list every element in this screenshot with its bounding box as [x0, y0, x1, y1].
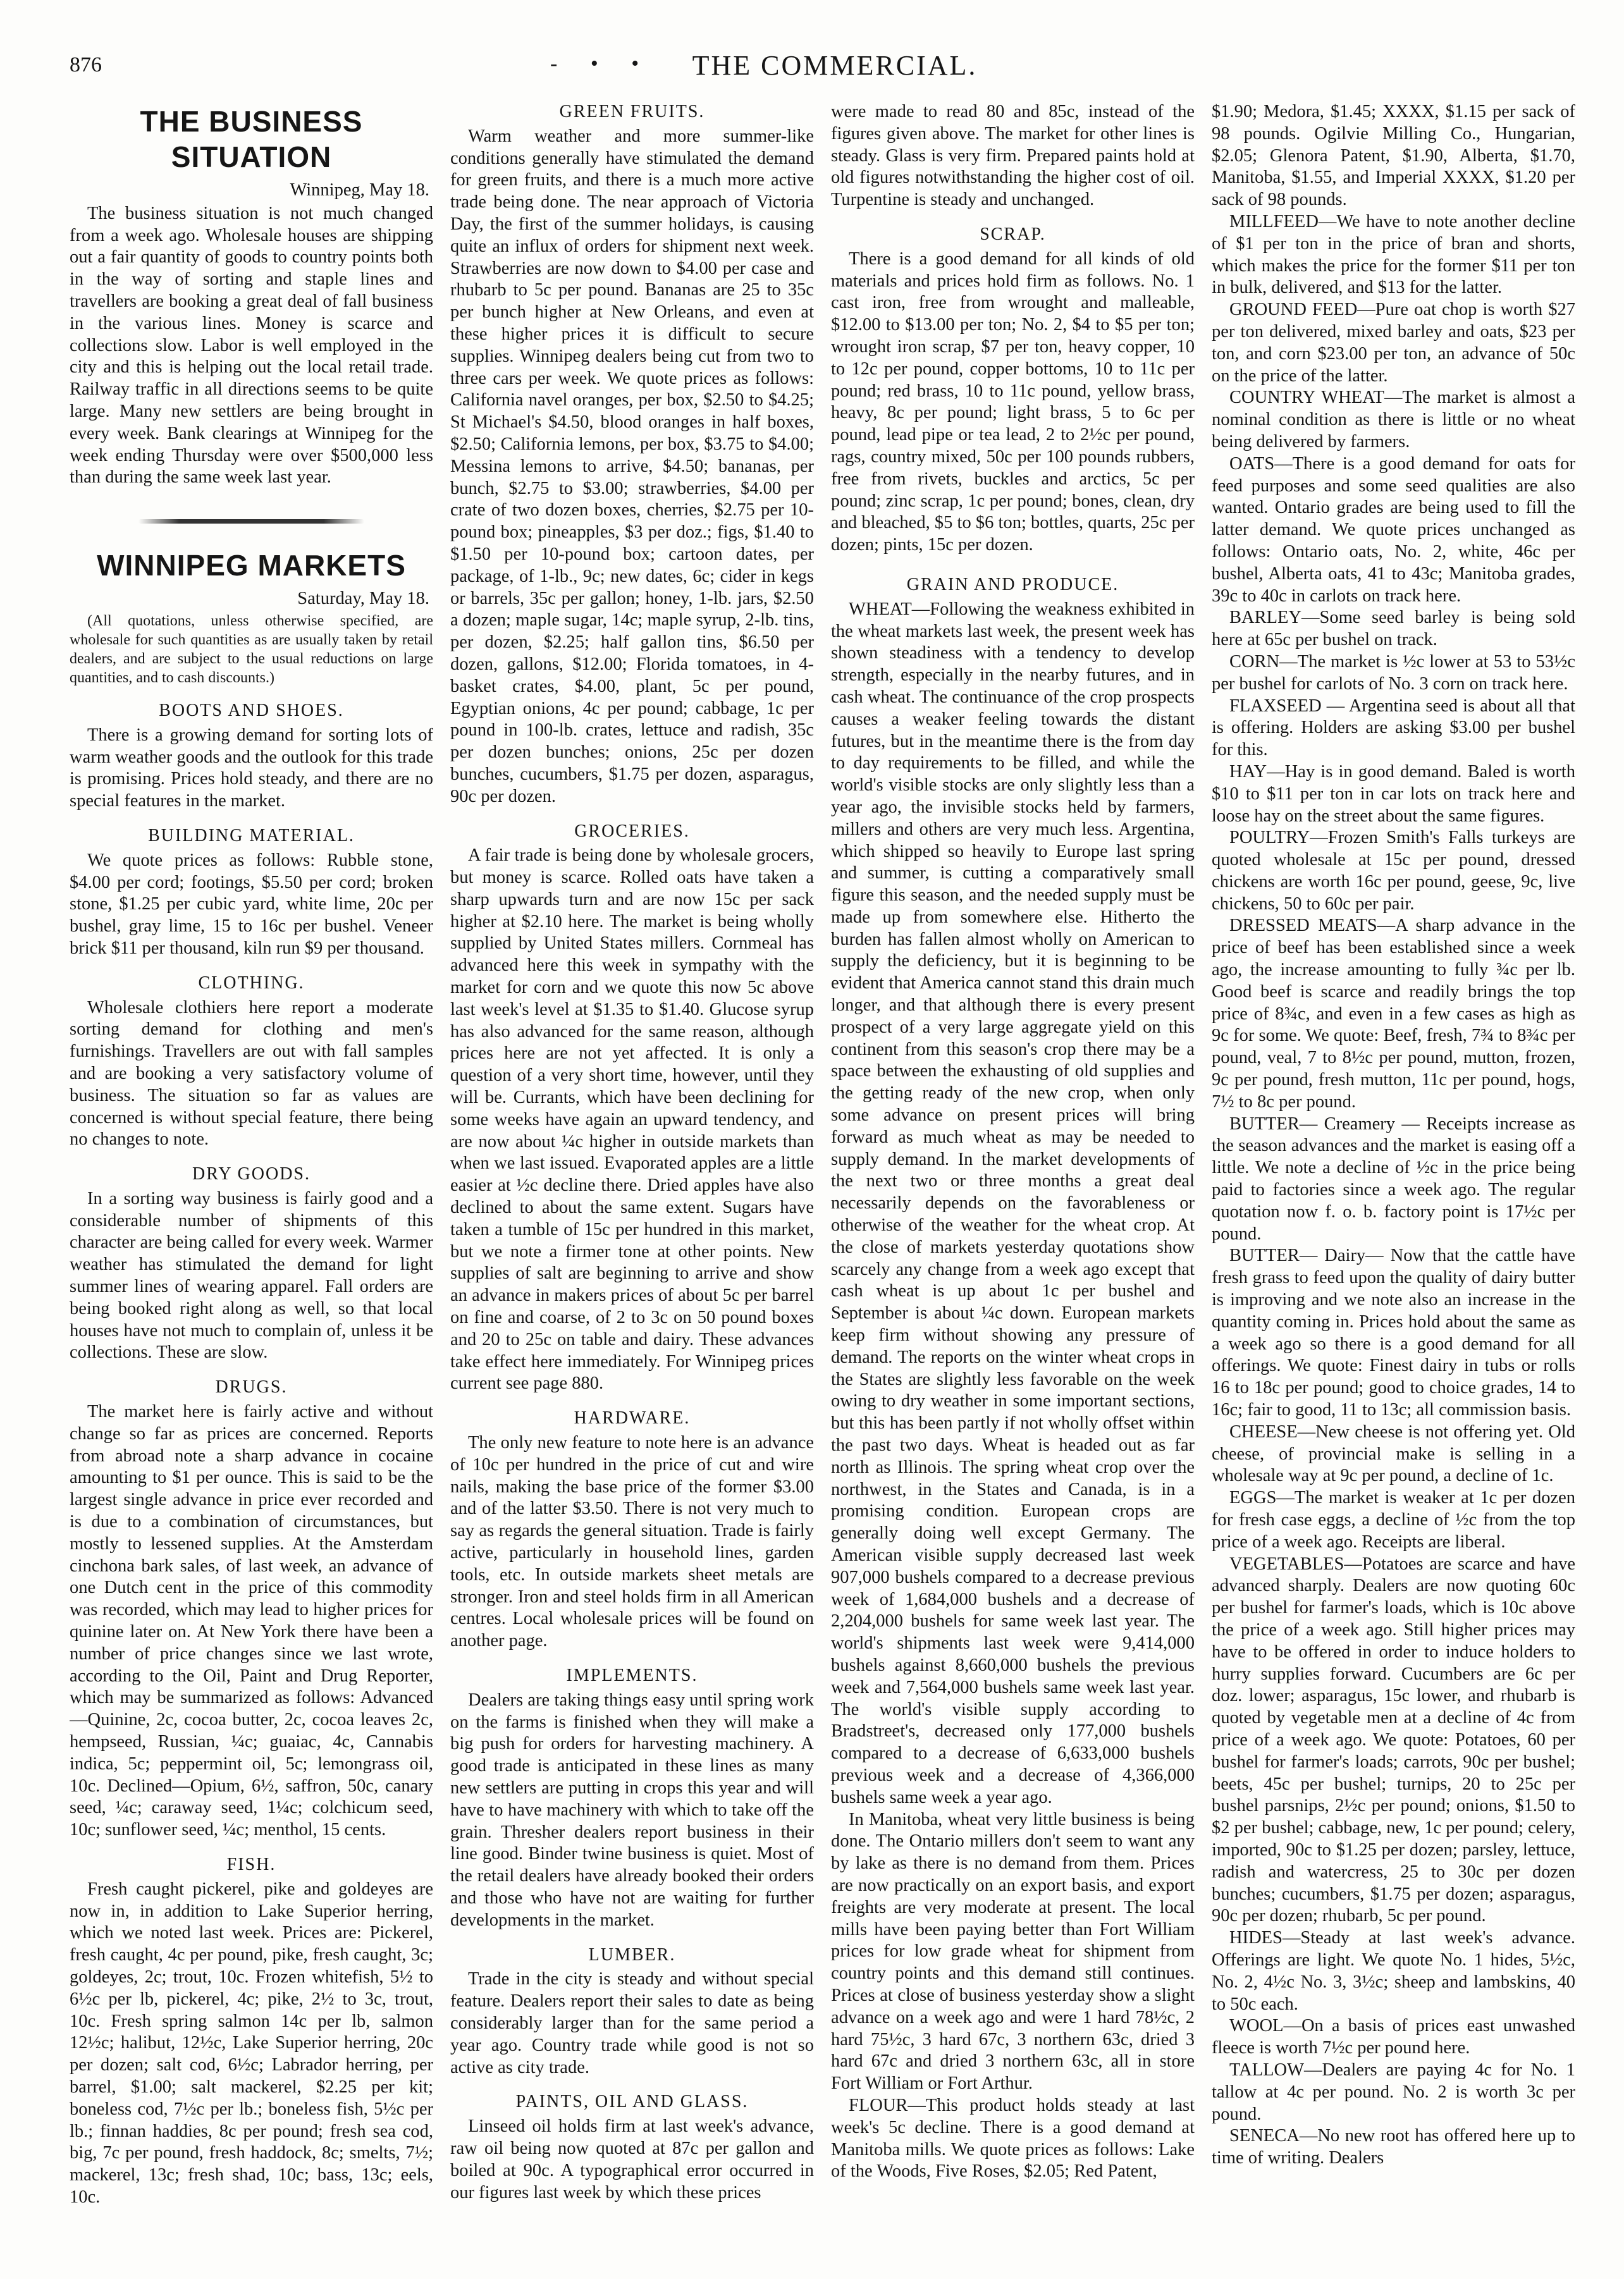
section-text: The market here is fairly active and without change so far as prices are concerned. Reports from abroad note a sharp advance in cocaine amounting to $1 per ounce. This is said to be the largest single advance in price ever recorded and is due to a combination of circumstances, but mostly to lessened supplies. At the Amsterdam cinchona bark sales, of last week, an advance of one Dutch cent in the price of this commodity was recorded, which may lead to higher prices for quinine later on. At New York there have been a number of price changes since we last wrote, according to the Oil, Paint and Drug Reporter, which may be summarized as follows: Advanced—Quinine, 2c, cocoa butter, 2c, cocoa leaves 2c, hempseed, Russian, ¼c; guaiac, 4c, Cannabis indica, 5c; peppermint oil, 5c; lemongrass oil, 10c. Declined—Opium, 6½, saffron, 50c, canary seed, ¼c; caraway seed, 1¼c; colchicum seed, 10c; sunflower seed, ¼c; menthol, 15 cents.	[70, 1402, 433, 1840]
quotations-note: (All quotations, unless otherwise specified, are wholesale for such quantities as are usually taken by retail dealers, and are subject to the usual reductions on large quantities, and to cash discounts.)	[70, 612, 433, 686]
section-text: Trade in the city is steady and without special feature. Dealers report their sales to date as being considerably larger than for the same period a year ago. Country trade while good is not so active as city trade.	[450, 1969, 814, 2077]
section-text: We quote prices as follows: Rubble stone, $4.00 per cord; footings, $5.50 per cord; broken stone, $1.25 per cubic yard, white lime, 20c per bushel, gray lime, 15 to 16c per bushel. Veneer brick $11 per thousand, kiln run $9 per thousand.	[70, 850, 433, 958]
column-2	[450, 101, 814, 2251]
section-text: HIDES—Steady at last week's advance. Offerings are light. We quote No. 1 hides, 5½c, No. 2, 4½c No. 3, 3½c; sheep and lambskins, 40 to 50c each.	[1212, 1928, 1575, 2014]
section-text: POULTRY—Frozen Smith's Falls turkeys are quoted wholesale at 15c per pound, dressed chickens are worth 16c per pound, geese, 9c, live chickens, 50 to 60c per pair.	[1212, 828, 1575, 914]
section-heading: CLOTHING.	[198, 973, 305, 993]
section-heading: IMPLEMENTS.	[566, 1665, 698, 1685]
section-text: HAY—Hay is in good demand. Baled is worth $10 to $11 per ton in car lots on track here and loose hay on the street about the same figures.	[1212, 761, 1575, 826]
section-text: CHEESE—New cheese is not offering yet. Old cheese, of provincial make is selling in a wholesale way at 9c per pound, a decline of 1c.	[1212, 1422, 1575, 1486]
section-divider	[138, 519, 364, 524]
section-text: TALLOW—Dealers are paying 4c for No. 1 tallow at 4c per pound. No. 2 is worth 3c per pound.	[1212, 2060, 1575, 2124]
section-heading: LUMBER.	[588, 1944, 676, 1965]
dateline: Winnipeg, May 18.	[290, 180, 429, 200]
section-text: There is a good demand for all kinds of old materials and prices hold firm as follows. No. 1 cast iron, free from wrought and malleable, $12.00 to $13.00 per ton; No. 2, $4 to $5 per ton; wrought iron scrap, $7 per ton, heavy copper, 10 to 12c per pound, copper bottoms, 10 to 11c per pound; red brass, 10 to 11c pound, yellow brass, heavy, 8c per pound; light brass, 5 to 6c per pound, lead pipe or tea lead, 2 to 2½c per pound, rags, country mixed, 50c per 100 pounds rubbers, free from rivets, buckles and arctics, 5c per pound; zinc scrap, 1c per pound; bones, clean, dry and bleached, $5 to $6 ton; bottles, quarts, 25c per dozen; pints, 15c per dozen.	[831, 249, 1195, 555]
section-text: Linseed oil holds firm at last week's advance, raw oil being now quoted at 87c per gallon and boiled at 90c. A typographical error occurred in our figures last week by which these prices	[450, 2116, 814, 2202]
section-heading: SCRAP.	[980, 224, 1046, 244]
section-heading: GROCERIES.	[574, 821, 690, 841]
business-situation-title: THE BUSINESS SITUATION	[140, 105, 363, 173]
section-text: FLAXSEED — Argentina seed is about all that is offering. Holders are asking $3.00 per bushel for this.	[1212, 696, 1575, 760]
section-text: In Manitoba, wheat very little business is being done. The Ontario millers don't seem to want any by lake as there is no demand from them. Prices are now practically on an export basis, and export freights are very moderate at present. The local mills have been paying better than Fort William prices for low grade wheat for shipment from country points and this demand still continues. Prices at close of business yesterday show a slight advance on a week ago and were 1 hard 78½c, 2 hard 75½c, 3 hard 67c, 3 northern 63c, dried 3 hard 67c and dried 3 northern 63c, all in store Fort William or Fort Arthur.	[831, 1809, 1195, 2094]
section-heading: FISH.	[226, 1855, 276, 1874]
section-text: BUTTER— Creamery — Receipts increase as the season advances and the market is easing off a little. We note a decline of ½c in the price being paid to factories since a week ago. The regular quotation now f. o. b. factory point is 17½c per pound.	[1212, 1114, 1575, 1244]
section-text: MILLFEED—We have to note another decline of $1 per ton in the price of bran and shorts, which makes the price for the former $11 per ton in bulk, delivered, and $13 for the latter.	[1212, 211, 1575, 298]
section-text: Wholesale clothiers here report a moderate sorting demand for clothing and men's furnishings. Travellers are out with fall samples and are booking a very satisfactory volume of business. The situation so far as values are concerned is without special feature, there being no changes to note.	[70, 997, 433, 1150]
section-text: CORN—The market is ½c lower at 53 to 53½c per bushel for carlots of No. 3 corn on track here.	[1212, 651, 1575, 694]
business-situation-text: The business situation is not much changed from a week ago. Wholesale houses are shipping out a fair quantity of goods to country points both in the way of sorting and staple lines and travellers are booking a great deal of fall business in the various lines. Money is scarce and collections slow. Labor is well employed in the city and this is helping out the local retail trade. Railway traffic in all directions seems to be quite large. Many new settlers are being brought in every week. Bank clearings at Winnipeg for the week ending Thursday were over $500,000 less than during the same week last year.	[70, 203, 433, 488]
section-text: FLOUR—This product holds steady at last week's 5c decline. There is a good demand at Manitoba mills. We quote prices as follows: Lake of the Woods, Five Roses, $2.05; Red Patent,	[831, 2095, 1195, 2182]
section-heading: BOOTS AND SHOES.	[159, 700, 344, 720]
section-text: There is a growing demand for sorting lots of warm weather goods and the outlook for this trade is promising. Prices hold steady, and there are no special features in the market.	[70, 725, 433, 811]
section-heading: GRAIN AND PRODUCE.	[906, 574, 1119, 594]
page-header	[70, 46, 1600, 90]
dateline: Saturday, May 18.	[297, 589, 429, 609]
section-text: In a sorting way business is fairly good and a considerable number of shipments of this character are being called for every week. Warmer weather has stimulated the demand for light summer lines of wearing apparel. Fall orders are being booked right along as well, so that local houses have not much to complain of, unless it be collections. These are slow.	[70, 1188, 433, 1363]
section-text: Dealers are taking things easy until spring work on the farms is finished when they will make a big push for orders for harvesting machinery. A good trade is anticipated in these lines as many new settlers are putting in crops this year and will have to have machinery with which to take off the grain. Thresher dealers report business in their line good. Binder twine business is quiet. Most of the retail dealers have already booked their orders and those who have not are waiting for further developments in the market.	[450, 1690, 814, 1930]
section-text: GROUND FEED—Pure oat chop is worth $27 per ton delivered, mixed barley and oats, $23 per ton, and corn $23.00 per ton, an advance of 50c on the price of the latter.	[1212, 300, 1575, 386]
section-text: WOOL—On a basis of prices east unwashed fleece is worth 7½c per pound here.	[1212, 2016, 1575, 2058]
section-text: BUTTER— Dairy— Now that the cattle have fresh grass to feed upon the quality of dairy butter is improving and we note also an increase in the quantity coming in. Prices hold about the same as a week ago so there is a good demand for all offerings. We quote: Finest dairy in tubs or rolls 16 to 18c per pound; good to choice grades, 14 to 16c; fair to good, 11 to 13c; all commission basis.	[1212, 1246, 1575, 1420]
section-text: VEGETABLES—Potatoes are scarce and have advanced sharply. Dealers are now quoting 60c per bushel for farmer's loads, which is 10c above the price of a week ago. Still higher prices may have to be offered in order to induce holders to hurry supplies forward. Cucumbers are 6c per doz. lower; asparagus, 15c lower, and rhubarb is quoted by vegetable men at a decline of 4c from price of a week ago. We quote: Potatoes, 60 per bushel for farmer's loads; carrots, 90c per bushel; beets, 45c per bushel; turnips, 20 to 25c per bushel parsnips, 2½c per pound; onions, $1.50 to $2 per bushel; cabbage, new, 1c per pound; celery, imported, 90c to $1.25 per dozen; parsley, lettuce, radish and watercress, 25 to 30c per dozen bunches; cucumbers, $1.75 per dozen; asparagus, 90c per dozen; rhubarb, 5c per pound.	[1212, 1554, 1575, 1926]
section-text: WHEAT—Following the weakness exhibited in the wheat markets last week, the present week has shown steadiness with a tendency to develop strength, especially in the nearby futures, and in cash wheat. The continuance of the crop prospects causes a weaker feeling towards the distant futures, but in the meantime there is the from day to day requirements to be filled, and while the world's visible stocks are only slightly less than a year ago, the invisible stocks held by farmers, millers and others are very much less. Argentina, which shipped so heavily to Europe last spring and summer, is cutting a comparatively small figure this season, and the needed supply must be made up from somewhere else. Hitherto the burden has fallen almost wholly on American to supply the deficiency, but it is beginning to be evident that America cannot stand this drain much longer, and that although there is every present prospect of a very large aggregate yield on this continent from this season's crop there may be a space between the exhausting of old supplies and the getting ready of the new crop, when only some advance on present prices will bring forward as much wheat as may be needed to supply demand. In the market developments of the next two or three months a great deal necessarily depends on the favorableness or otherwise of the weather for the wheat crop. At the close of markets yesterday quotations show scarcely any change from a week ago except that cash wheat is up about 1c per bushel and September is about ¼c down. European markets keep firm without showing any pressure of demand. The reports on the winter wheat crops in the States are slightly less favorable on the week owing to dry weather in some important sections, but this has been partly if not wholly offset within the past two days. Wheat is headed out as far north as Illinois. The spring wheat crop over the northwest, in the States and Canada, is in a promising condition. European crops are generally doing well except Germany. The American visible supply decreased last week 907,000 bushels compared to a decrease previous week of 1,684,000 bushels and a decrease of 2,204,000 bushels for same week last year. The world's shipments last week were 9,414,000 bushels against 8,660,000 bushels the previous week and 7,564,000 bushels same week last year. The world's visible supply according to Bradstreet's, decreased only 177,000 bushels compared to a decrease of 6,633,000 bushels previous week and a decrease of 4,366,000 bushels same week a year ago.	[831, 599, 1195, 1807]
column-3	[831, 101, 1195, 2251]
section-text: $1.90; Medora, $1.45; XXXX, $1.15 per sack of 98 pounds. Ogilvie Milling Co., Hungarian, $2.05; Glenora Patent, $1.90, Alberta, $1.70, Manitoba, $1.55, and Imperial XXXX, $1.20 per sack of 98 pounds.	[1212, 102, 1575, 210]
section-heading: HARDWARE.	[574, 1408, 691, 1428]
section-text: OATS—There is a good demand for oats for feed purposes and some seed qualities are also wanted. Ontario grades are being used to fill the latter demand. We quote prices unchanged as follows: Ontario oats, No. 2, white, 46c per bushel, Alberta oats, 41 to 43c; Manitoba grades, 39c to 40c in carlots on track here.	[1212, 453, 1575, 606]
section-heading: PAINTS, OIL AND GLASS.	[515, 2092, 749, 2112]
section-heading: DRUGS.	[215, 1377, 288, 1398]
section-text: Fresh caught pickerel, pike and goldeyes are now in, in addition to Lake Superior herring, which we noted last week. Prices are: Pickerel, fresh caught, 4c per pound, pike, fresh caught, 3c; goldeyes, 2c; trout, 10c. Frozen whitefish, 5½ to 6½c per lb, pickerel, 4c; pike, 2½ to 3c, trout, 10c. Fresh spring salmon 14c per lb, salmon 12½c; halibut, 12½c, Lake Superior herring, 20c per dozen; salt cod, 6½c; Labrador herring, per barrel, $1.00; salt mackerel, $2.25 per kit; boneless cod, 7½c per lb.; boneless fish, 5½c per lb.; finnan haddies, 8c per pound; fresh sea cod, big, 7c per pound, fresh haddock, 8c; smelts, 7½; mackerel, 13c; fresh shad, 10c; bass, 13c; eels, 10c.	[70, 1879, 433, 2207]
section-text: EGGS—The market is weaker at 1c per dozen for fresh case eggs, a decline of ½c from the top price of a week ago. Receipts are liberal.	[1212, 1488, 1575, 1552]
section-text: The only new feature to note here is an advance of 10c per hundred in the price of cut and wire nails, making the base price of the former $3.00 and of the latter $3.50. There is not very much to say as regards the general situation. Trade is fairly active, particularly in household lines, garden tools, etc. In outside markets sheet metals are stronger. Iron and steel holds firm in all American centres. Local wholesale prices will be found on another page.	[450, 1433, 814, 1651]
section-text: COUNTRY WHEAT—The market is almost a nominal condition as there is little or no wheat being delivered by farmers.	[1212, 388, 1575, 452]
column-4	[1212, 101, 1575, 2251]
section-text: Warm weather and more summer-like conditions generally have stimulated the demand for green fruits, and there is a much more active trade being done. The near approach of Victoria Day, the first of the summer holidays, is causing quite an influx of orders for shipment next week. Strawberries are now down to $4.00 per case and rhubarb to 5c per pound. Bananas are 25 to 35c per bunch higher at New Orleans, and even at these higher prices it is difficult to secure supplies. Winnipeg dealers being cut from two to three cars per week. We quote prices as follows: California navel oranges, per box, $2.50 to $4.25; St Michael's $4.50, blood oranges in half boxes, $2.50; California lemons, per box, $3.75 to $4.00; Messina lemons to arrive, $4.50; bananas, per bunch, $2.75 to $3.00; strawberries, $4.00 per crate of two dozen boxes, cherries, $2.75 per 10-pound box; pineapples, $3 per doz.; figs, $1.40 to $1.50 per 10-pound box; cartoon dates, per package, of 1-lb., 9c; new dates, 6c; cider in kegs or barrels, 35c per gallon; honey, 1-lb. jars, $2.50 a dozen; maple sugar, 14c; maple syrup, 2-lb. tins, per dozen, $2.25; half gallon tins, $6.50 per dozen, gallons, $12.00; Florida tomatoes, in 4-basket crates, $4.00, plant, 5c per pound, Egyptian onions, 4c per pound; cabbage, 1c per pound in 100-lb. crates, lettuce and radish, 35c per dozen bunches; onions, 25c per dozen bunches, cucumbers, $1.75 per dozen, asparagus, 90c per dozen.	[450, 126, 814, 806]
section-heading: DRY GOODS.	[192, 1164, 311, 1184]
section-text: were made to read 80 and 85c, instead of the figures given above. The market for other lines is steady. Glass is very firm. Prepared paints hold at old figures notwithstanding the higher cost of oil. Turpentine is steady and unchanged.	[831, 102, 1195, 210]
header-dots: - • •	[550, 52, 653, 75]
page-number: 876	[70, 53, 102, 77]
winnipeg-markets-title: WINNIPEG MARKETS	[97, 549, 406, 582]
section-text: BARLEY—Some seed barley is being sold here at 65c per bushel on track.	[1212, 608, 1575, 650]
section-text: A fair trade is being done by wholesale grocers, but money is scarce. Rolled oats have taken a sharp upwards turn and are now 15c per sack higher at $2.10 here. The market is being wholly supplied by United States millers. Cornmeal has advanced here this week in sympathy with the market for corn and we quote this now 5c above last week's level at $1.35 to $1.40. Glucose syrup has also advanced for the same reason, although prices here are not yet affected. It is only a question of a very short time, however, until they will be. Currants, which have been declining for some weeks have again an upward tendency, and are now about ¼c higher in outside markets than when we last issued. Evaporated apples are a little easier at ½c decline there. Dried apples have also declined to about the same extent. Sugars have taken a tumble of 15c per hundred in this market, but we note a firmer tone at other points. New supplies of salt are beginning to arrive and show an advance in makers prices of about 5c per barrel on fine and coarse, of 2 to 3c on 50 pound boxes and 20 to 25c on table and dairy. These advances take effect here immediately. For Winnipeg prices current see page 880.	[450, 845, 814, 1394]
section-heading: BUILDING MATERIAL.	[148, 825, 355, 845]
column-1	[70, 101, 433, 2251]
section-text: SENECA—No new root has offered here up to time of writing. Dealers	[1212, 2126, 1575, 2168]
masthead: THE COMMERCIAL.	[692, 50, 978, 81]
section-heading: GREEN FRUITS.	[559, 102, 705, 121]
section-text: DRESSED MEATS—A sharp advance in the price of beef has been established since a week ago, the increase amounting to fully ¾c per lb. Good beef is scarce and readily brings the top price of 8¾c, and even in a few cases as high as 9c for some. We quote: Beef, fresh, 7¾ to 8¾c per pound, veal, 7 to 8½c per pound, mutton, frozen, 9c per pound, fresh mutton, 11c per pound, hogs, 7½ to 8c per pound.	[1212, 916, 1575, 1112]
